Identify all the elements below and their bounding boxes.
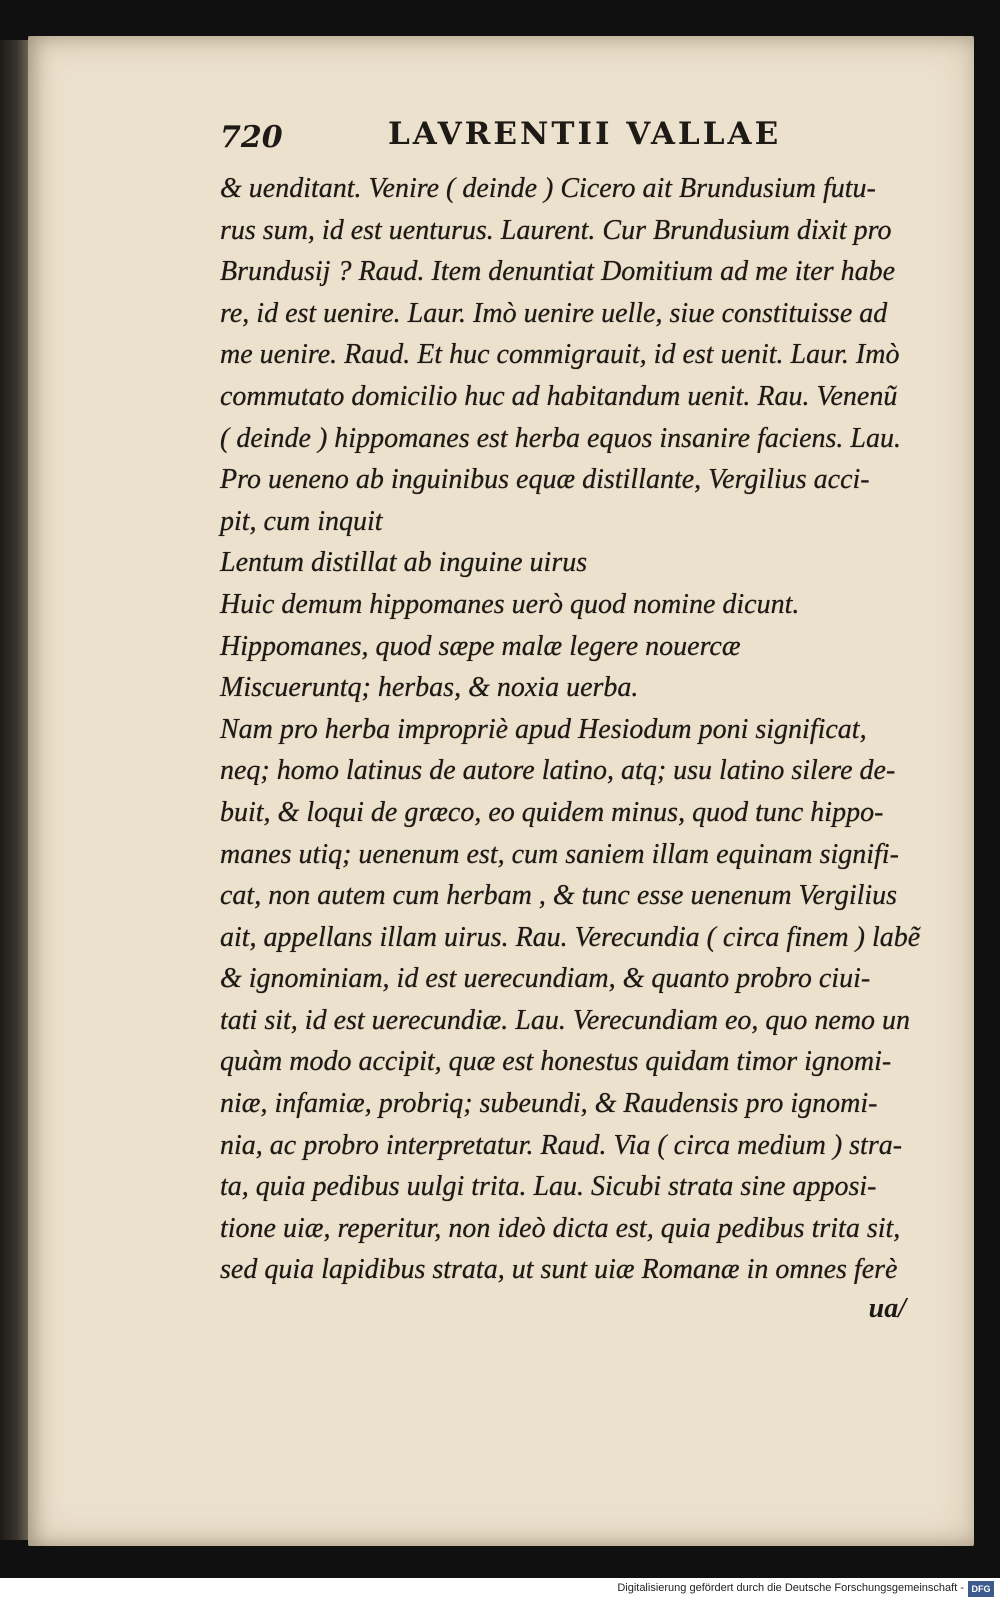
text-line: niæ, infamiæ, probriq; subeundi, & Raudensis pro ignomi- [220, 1088, 878, 1120]
text-line: Huic demum hippomanes uerò quod nomine dicunt. [220, 588, 800, 620]
text-line: Hippomanes, quod sæpe malæ legere nouercæ [220, 630, 741, 662]
page-content [220, 114, 921, 1325]
text-line: Nam pro herba impropriè apud Hesiodum poni significat, [220, 713, 867, 745]
text-line: re, id est uenire. Laur. Imò uenire uelle, siue constituisse ad [220, 297, 888, 329]
text-line: buit, & loqui de græco, eo quidem minus, quod tunc hippo- [220, 796, 884, 828]
text-line: nia, ac probro interpretatur. Raud. Via ( circa medium ) stra- [220, 1129, 903, 1161]
running-head [220, 114, 910, 168]
book-page [28, 36, 974, 1546]
text-line: sed quia lapidibus strata, ut sunt uiæ Romanæ in omnes ferè [220, 1254, 898, 1286]
text-line: neq; homo latinus de autore latino, atq; usu latino silere de- [220, 755, 896, 787]
text-line: Miscueruntq; herbas, & noxia uerba. [220, 672, 639, 704]
header-title: LAVRENTII VALLAE [388, 116, 782, 152]
text-line: Brundusij ? Raud. Item denuntiat Domitium ad me iter habe [220, 256, 896, 288]
text-line: manes utiq; uenenum est, cum saniem illam equinam signifi- [220, 838, 899, 870]
text-line: tati sit, id est uerecundiæ. Lau. Verecundiam eo, quo nemo un [220, 1004, 911, 1036]
page-number: 720 [220, 120, 283, 155]
footer-credit: Digitalisierung gefördert durch die Deutsche Forschungsgemeinschaft - [617, 1582, 964, 1594]
text-line: tione uiæ, reperitur, non ideò dicta est, quia pedibus trita sit, [220, 1212, 901, 1244]
text-line: ait, appellans illam uirus. Rau. Verecundia ( circa finem ) labẽ [220, 921, 921, 953]
text-line: pit, cum inquit [220, 505, 383, 537]
text-line: Pro ueneno ab inguinibus equæ distillante, Vergilius acci- [220, 464, 870, 496]
text-line: & ignominiam, id est uerecundiam, & quanto probro ciui- [220, 963, 871, 995]
footer-bar [0, 1578, 1000, 1602]
text-line: & uenditant. Venire ( deinde ) Cicero ait Brundusium futu- [220, 173, 876, 204]
text-line: ta, quia pedibus uulgi trita. Lau. Sicubi strata sine apposi- [220, 1171, 877, 1203]
text-line: quàm modo accipit, quæ est honestus quidam timor ignomi- [220, 1046, 892, 1078]
dfg-logo: DFG [968, 1581, 994, 1597]
catchword: ua/ [868, 1293, 906, 1325]
text-line: ( deinde ) hippomanes est herba equos insanire faciens. Lau. [220, 422, 901, 454]
text-line: commutato domicilio huc ad habitandum uenit. Rau. Venenũ [220, 380, 898, 412]
text-line: rus sum, id est uenturus. Laurent. Cur Brundusium dixit pro [220, 214, 892, 246]
body-text [220, 168, 921, 1291]
text-line: me uenire. Raud. Et huc commigrauit, id est uenit. Laur. Imò [220, 339, 900, 371]
text-line: cat, non autem cum herbam , & tunc esse uenenum Vergilius [220, 880, 898, 912]
book-spine-edge [0, 40, 28, 1540]
text-line: Lentum distillat ab inguine uirus [220, 547, 588, 579]
